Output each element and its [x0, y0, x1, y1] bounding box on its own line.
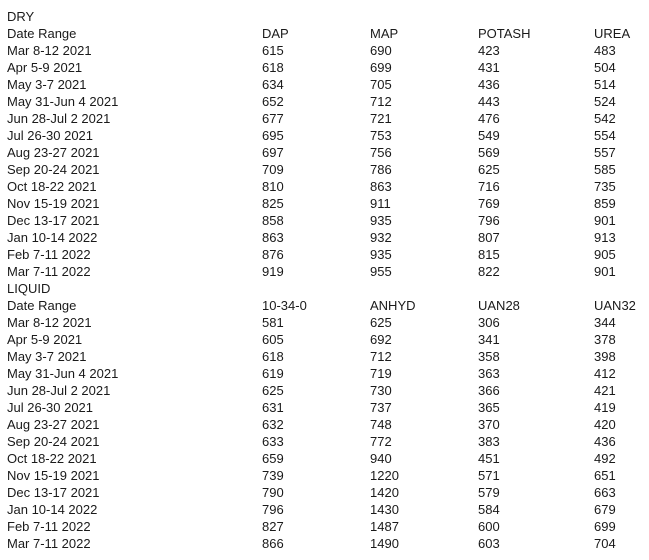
price-cell: 483	[594, 43, 616, 58]
price-cell: 651	[594, 468, 616, 483]
table-row	[0, 178, 649, 195]
price-cell: 431	[478, 60, 500, 75]
table-row	[0, 501, 649, 518]
table-row	[0, 348, 649, 365]
price-cell: 619	[262, 366, 284, 381]
price-cell: 383	[478, 434, 500, 449]
table-row	[0, 212, 649, 229]
price-cell: 709	[262, 162, 284, 177]
price-cell: 735	[594, 179, 616, 194]
price-cell: 932	[370, 230, 392, 245]
date-range-cell: Feb 7-11 2022	[7, 519, 91, 534]
table-row	[0, 416, 649, 433]
date-range-cell: Apr 5-9 2021	[7, 332, 83, 347]
date-range-cell: Oct 18-22 2021	[7, 451, 97, 466]
price-cell: 716	[478, 179, 500, 194]
price-cell: 730	[370, 383, 392, 398]
date-range-cell: May 3-7 2021	[7, 349, 87, 364]
price-cell: 306	[478, 315, 500, 330]
date-range-cell: Nov 15-19 2021	[7, 196, 100, 211]
column-header: DAP	[262, 26, 289, 41]
table-row	[0, 229, 649, 246]
date-range-cell: Apr 5-9 2021	[7, 60, 83, 75]
table-row	[0, 484, 649, 501]
date-range-header: Date Range	[7, 298, 77, 313]
price-cell: 663	[594, 485, 616, 500]
price-cell: 712	[370, 349, 392, 364]
price-cell: 796	[262, 502, 284, 517]
date-range-cell: Sep 20-24 2021	[7, 434, 100, 449]
price-cell: 600	[478, 519, 500, 534]
date-range-cell: May 3-7 2021	[7, 77, 87, 92]
column-header: 10-34-0	[262, 298, 307, 313]
price-cell: 436	[478, 77, 500, 92]
table-row	[0, 433, 649, 450]
price-cell: 692	[370, 332, 392, 347]
header-row	[0, 297, 649, 314]
price-cell: 451	[478, 451, 500, 466]
price-cell: 585	[594, 162, 616, 177]
date-range-cell: Jan 10-14 2022	[7, 502, 98, 517]
section-title-row	[0, 8, 649, 25]
date-range-cell: Feb 7-11 2022	[7, 247, 91, 262]
price-cell: 1490	[370, 536, 399, 551]
price-cell: 876	[262, 247, 284, 262]
price-cell: 699	[594, 519, 616, 534]
table-row	[0, 331, 649, 348]
price-cell: 378	[594, 332, 616, 347]
price-cell: 514	[594, 77, 616, 92]
price-cell: 753	[370, 128, 392, 143]
price-cell: 901	[594, 264, 616, 279]
table-row	[0, 382, 649, 399]
price-cell: 1430	[370, 502, 399, 517]
date-range-cell: Jun 28-Jul 2 2021	[7, 383, 111, 398]
price-cell: 436	[594, 434, 616, 449]
price-cell: 699	[370, 60, 392, 75]
price-cell: 955	[370, 264, 392, 279]
price-cell: 603	[478, 536, 500, 551]
table-row	[0, 195, 649, 212]
table-row	[0, 42, 649, 59]
table-row	[0, 144, 649, 161]
price-cell: 554	[594, 128, 616, 143]
column-header: MAP	[370, 26, 399, 41]
price-cell: 1420	[370, 485, 399, 500]
price-cell: 363	[478, 366, 500, 381]
price-cell: 1220	[370, 468, 399, 483]
price-cell: 615	[262, 43, 284, 58]
table-row	[0, 59, 649, 76]
price-cell: 940	[370, 451, 392, 466]
date-range-cell: Nov 15-19 2021	[7, 468, 100, 483]
date-range-cell: Mar 8-12 2021	[7, 43, 92, 58]
price-cell: 815	[478, 247, 500, 262]
price-cell: 905	[594, 247, 616, 262]
price-cell: 858	[262, 213, 284, 228]
column-header: UAN32	[594, 298, 636, 313]
price-cell: 756	[370, 145, 392, 160]
section-title: DRY	[7, 9, 35, 24]
date-range-cell: May 31-Jun 4 2021	[7, 94, 119, 109]
price-cell: 769	[478, 196, 500, 211]
price-cell: 370	[478, 417, 500, 432]
price-cell: 704	[594, 536, 616, 551]
price-cell: 772	[370, 434, 392, 449]
price-cell: 705	[370, 77, 392, 92]
table-row	[0, 110, 649, 127]
price-cell: 443	[478, 94, 500, 109]
table-row	[0, 263, 649, 280]
price-cell: 579	[478, 485, 500, 500]
date-range-cell: Jun 28-Jul 2 2021	[7, 111, 111, 126]
price-cell: 398	[594, 349, 616, 364]
price-cell: 581	[262, 315, 284, 330]
price-cell: 557	[594, 145, 616, 160]
date-range-header: Date Range	[7, 26, 77, 41]
price-cell: 677	[262, 111, 284, 126]
table-row	[0, 450, 649, 467]
price-cell: 524	[594, 94, 616, 109]
price-cell: 859	[594, 196, 616, 211]
price-cell: 341	[478, 332, 500, 347]
price-cell: 863	[262, 230, 284, 245]
date-range-cell: May 31-Jun 4 2021	[7, 366, 119, 381]
price-cell: 796	[478, 213, 500, 228]
price-cell: 739	[262, 468, 284, 483]
section-title: LIQUID	[7, 281, 51, 296]
price-cell: 822	[478, 264, 500, 279]
price-cell: 679	[594, 502, 616, 517]
price-cell: 827	[262, 519, 284, 534]
price-cell: 737	[370, 400, 392, 415]
price-cell: 632	[262, 417, 284, 432]
price-cell: 419	[594, 400, 616, 415]
price-cell: 919	[262, 264, 284, 279]
table-row	[0, 161, 649, 178]
price-cell: 420	[594, 417, 616, 432]
date-range-cell: Jul 26-30 2021	[7, 128, 94, 143]
price-cell: 625	[478, 162, 500, 177]
date-range-cell: Dec 13-17 2021	[7, 213, 100, 228]
price-cell: 1487	[370, 519, 399, 534]
price-cell: 542	[594, 111, 616, 126]
date-range-cell: Aug 23-27 2021	[7, 145, 100, 160]
column-header: POTASH	[478, 26, 531, 41]
price-cell: 504	[594, 60, 616, 75]
price-cell: 634	[262, 77, 284, 92]
date-range-cell: Mar 7-11 2022	[7, 264, 91, 279]
column-header: UREA	[594, 26, 631, 41]
price-cell: 807	[478, 230, 500, 245]
date-range-cell: Jan 10-14 2022	[7, 230, 98, 245]
price-cell: 825	[262, 196, 284, 211]
table-row	[0, 467, 649, 484]
table-row	[0, 314, 649, 331]
date-range-cell: Dec 13-17 2021	[7, 485, 100, 500]
date-range-cell: Mar 7-11 2022	[7, 536, 91, 551]
date-range-cell: Aug 23-27 2021	[7, 417, 100, 432]
price-cell: 911	[370, 196, 391, 211]
price-cell: 935	[370, 247, 392, 262]
price-cell: 631	[262, 400, 284, 415]
price-cell: 690	[370, 43, 392, 58]
date-range-cell: Jul 26-30 2021	[7, 400, 94, 415]
price-cell: 748	[370, 417, 392, 432]
price-cell: 605	[262, 332, 284, 347]
table-row	[0, 127, 649, 144]
price-cell: 618	[262, 349, 284, 364]
table-row	[0, 535, 649, 552]
price-cell: 569	[478, 145, 500, 160]
price-cell: 549	[478, 128, 500, 143]
price-cell: 571	[478, 468, 500, 483]
price-cell: 810	[262, 179, 284, 194]
date-range-cell: Oct 18-22 2021	[7, 179, 97, 194]
price-cell: 659	[262, 451, 284, 466]
price-cell: 476	[478, 111, 500, 126]
table-row	[0, 365, 649, 382]
price-cell: 721	[370, 111, 392, 126]
column-header: ANHYD	[370, 298, 416, 313]
header-row	[0, 25, 649, 42]
price-cell: 344	[594, 315, 616, 330]
price-cell: 697	[262, 145, 284, 160]
table-row	[0, 518, 649, 535]
price-cell: 866	[262, 536, 284, 551]
price-cell: 633	[262, 434, 284, 449]
price-cell: 625	[262, 383, 284, 398]
table-row	[0, 246, 649, 263]
price-cell: 365	[478, 400, 500, 415]
price-cell: 901	[594, 213, 616, 228]
section-title-row	[0, 280, 649, 297]
table-row	[0, 399, 649, 416]
price-cell: 625	[370, 315, 392, 330]
date-range-cell: Sep 20-24 2021	[7, 162, 100, 177]
price-cell: 790	[262, 485, 284, 500]
price-cell: 712	[370, 94, 392, 109]
price-cell: 913	[594, 230, 616, 245]
column-header: UAN28	[478, 298, 520, 313]
table-row	[0, 93, 649, 110]
price-cell: 492	[594, 451, 616, 466]
price-cell: 719	[370, 366, 392, 381]
table-row	[0, 76, 649, 93]
price-cell: 358	[478, 349, 500, 364]
price-cell: 421	[594, 383, 616, 398]
date-range-cell: Mar 8-12 2021	[7, 315, 92, 330]
price-cell: 584	[478, 502, 500, 517]
price-cell: 412	[594, 366, 616, 381]
price-cell: 618	[262, 60, 284, 75]
price-cell: 863	[370, 179, 392, 194]
price-cell: 366	[478, 383, 500, 398]
price-cell: 423	[478, 43, 500, 58]
price-cell: 786	[370, 162, 392, 177]
price-cell: 695	[262, 128, 284, 143]
price-cell: 652	[262, 94, 284, 109]
price-cell: 935	[370, 213, 392, 228]
